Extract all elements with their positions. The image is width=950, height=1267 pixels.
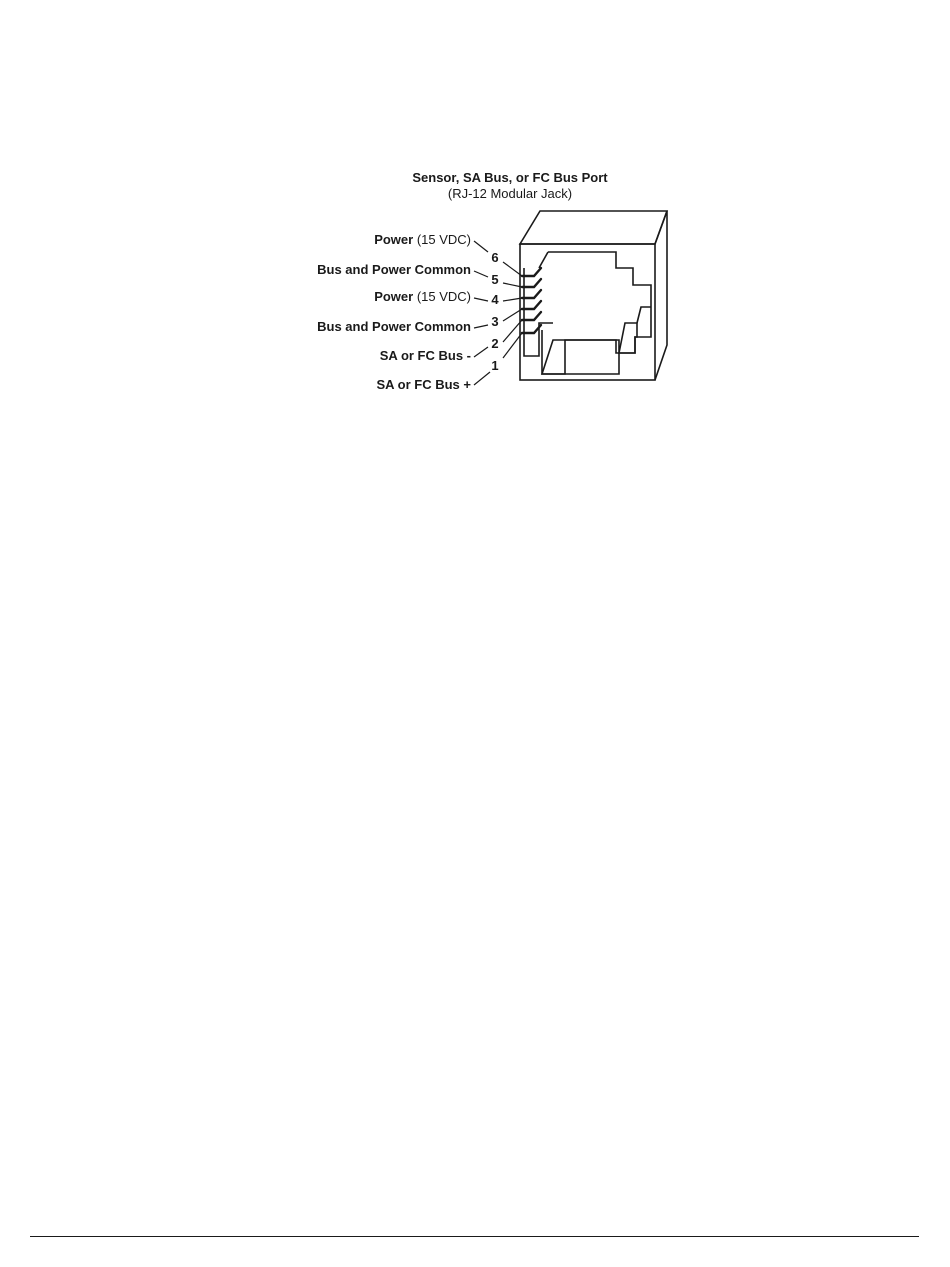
- pin-6-leader: [474, 241, 488, 252]
- contact-2: [522, 312, 541, 320]
- pin-2-leader: [474, 347, 488, 357]
- contact-6: [522, 268, 541, 276]
- pin-3-leader: [474, 325, 488, 328]
- pin-2-label: SA or FC Bus -: [379, 348, 471, 363]
- pin-3-number: 3: [491, 314, 499, 329]
- pin-5-connector: [503, 283, 522, 287]
- pin-2-number: 2: [491, 336, 499, 351]
- pin-1-number: 1: [491, 358, 499, 373]
- contact-4: [522, 290, 541, 298]
- pin-3-label: Bus and Power Common: [317, 319, 471, 334]
- pin-3-connector: [503, 309, 522, 321]
- pin-4-connector: [503, 298, 522, 301]
- diagram-title: Sensor, SA Bus, or FC Bus Port: [412, 170, 608, 185]
- contact-3: [522, 301, 541, 309]
- pin-4-leader: [474, 298, 488, 301]
- pin-2-connector: [503, 320, 522, 342]
- pin-1-leader: [474, 372, 490, 385]
- jack-contacts: [522, 268, 541, 333]
- pin-6-connector: [503, 262, 522, 276]
- pin-5-label: Bus and Power Common: [317, 262, 471, 277]
- footer-rule: [30, 1236, 919, 1237]
- pin-1-label: SA or FC Bus +: [376, 377, 471, 392]
- pin-4-label: Power (15 VDC): [374, 289, 471, 304]
- pin-5-leader: [474, 271, 488, 277]
- contact-5: [522, 279, 541, 287]
- contact-1: [522, 325, 541, 333]
- jack-body: [520, 211, 667, 380]
- pin-6-number: 6: [491, 250, 499, 265]
- pin-5-number: 5: [491, 272, 499, 287]
- diagram-subtitle: (RJ-12 Modular Jack): [447, 186, 573, 201]
- pin-1-connector: [503, 333, 522, 358]
- pin-6-label: Power (15 VDC): [374, 232, 471, 247]
- pin-labels: [317, 232, 522, 392]
- pin-4-number: 4: [491, 292, 499, 307]
